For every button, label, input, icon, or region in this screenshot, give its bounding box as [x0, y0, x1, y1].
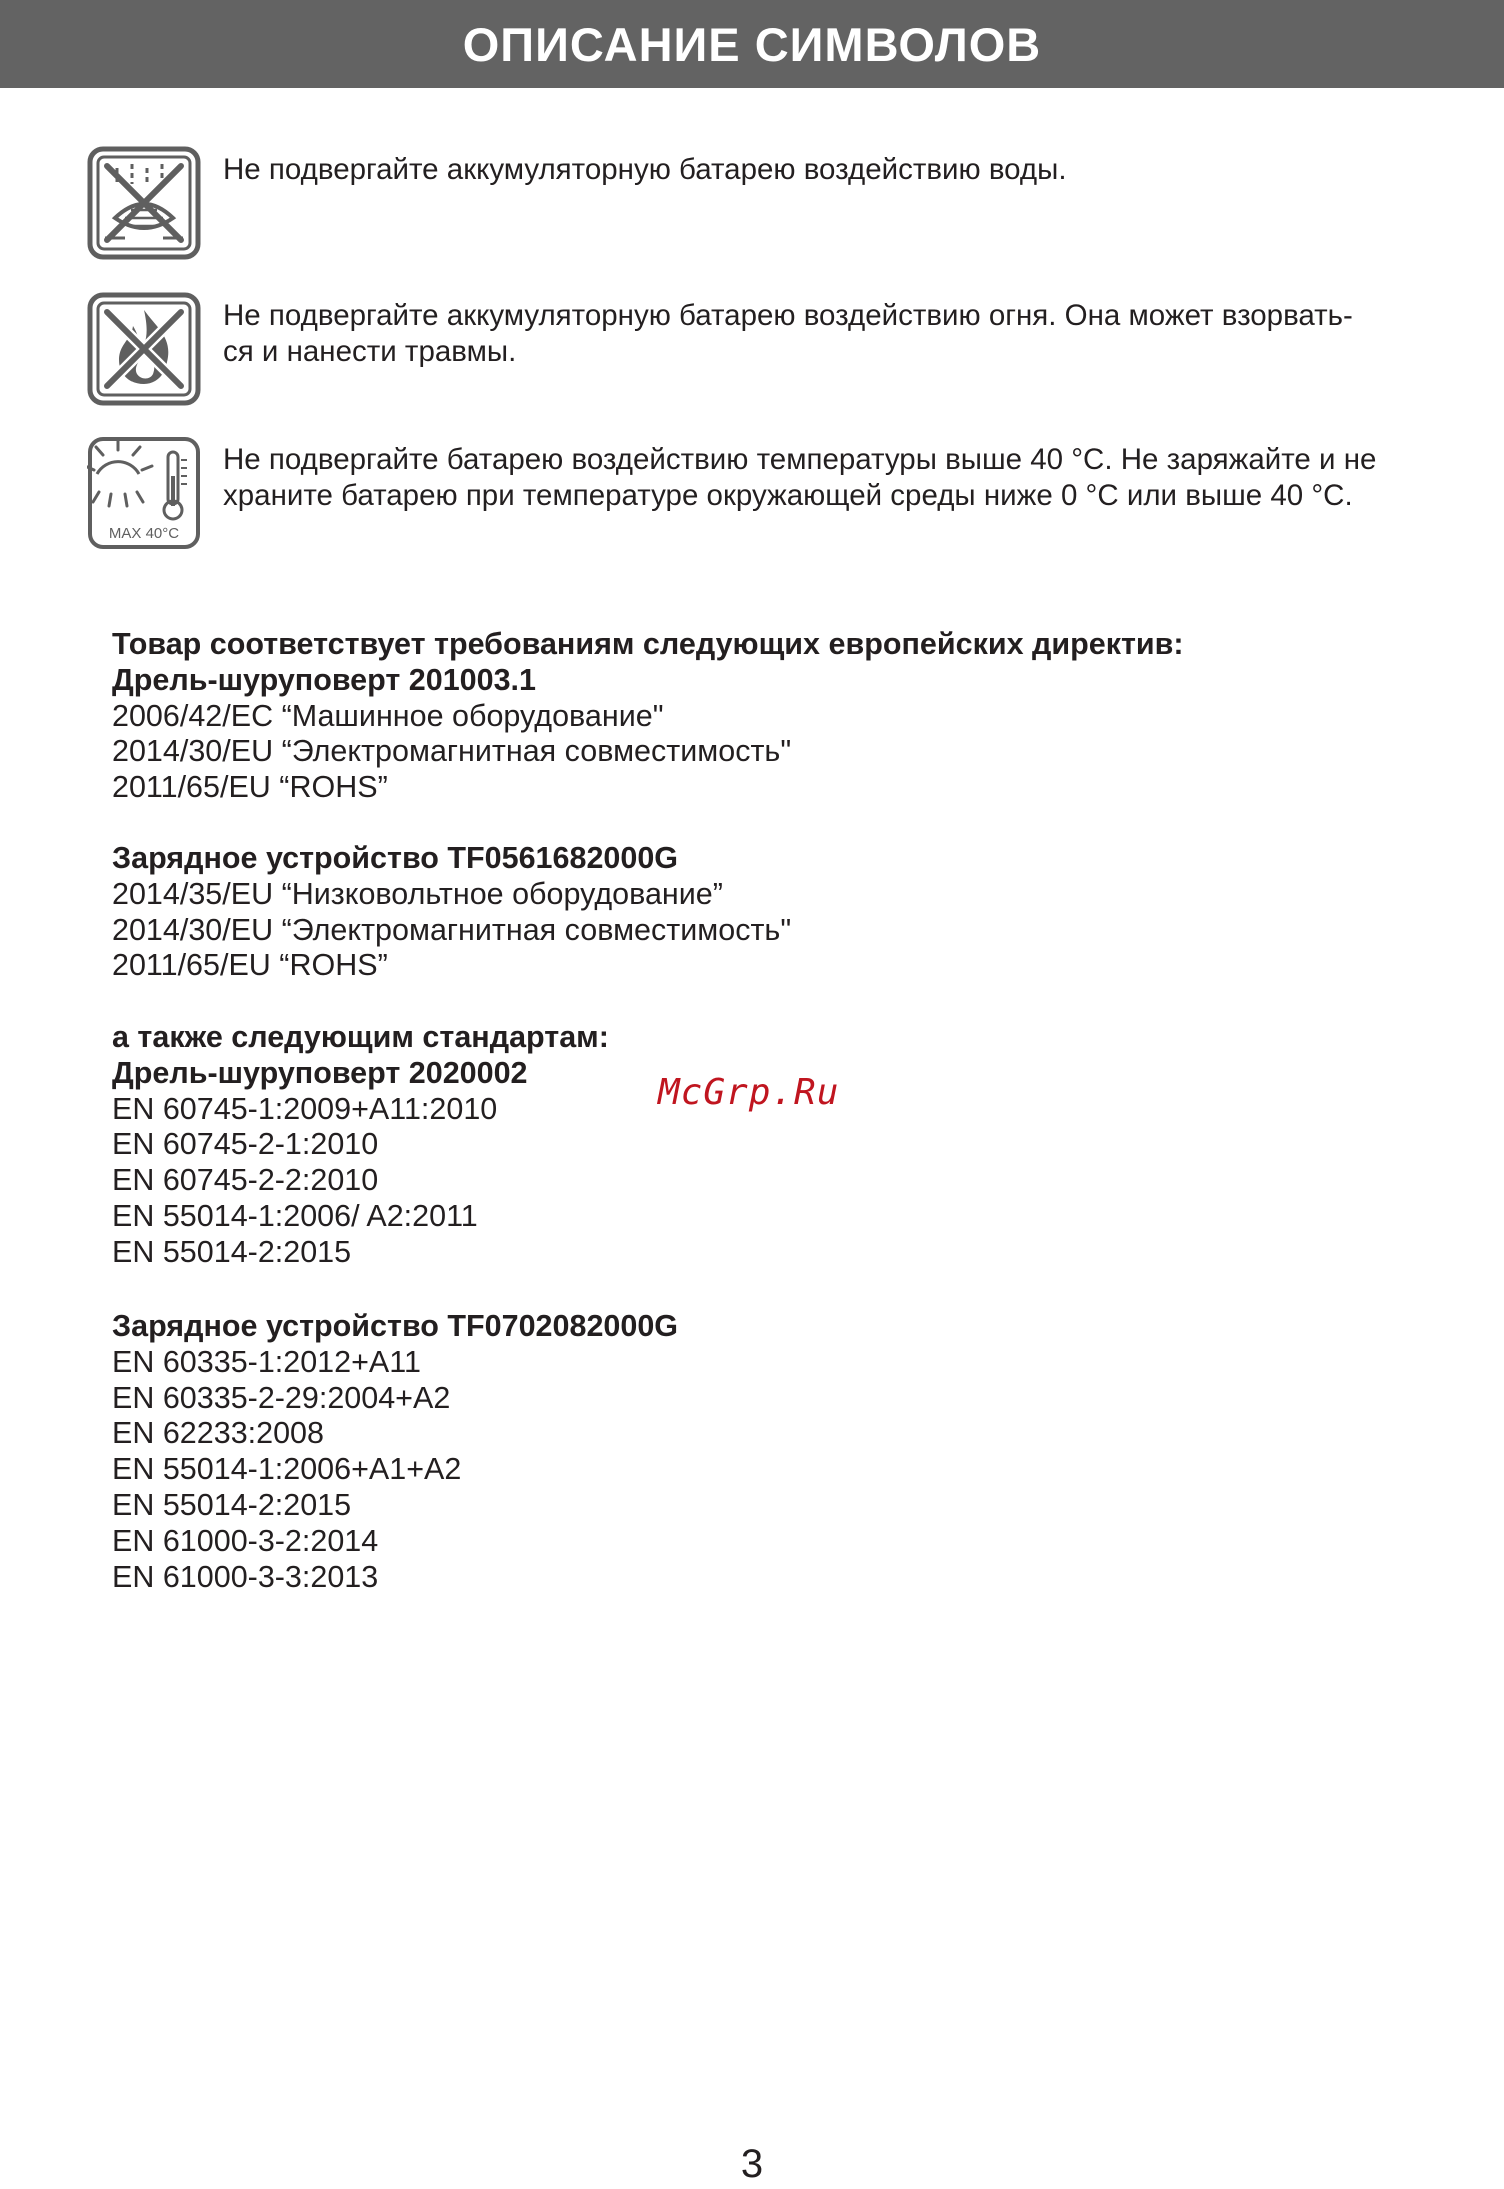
no-fire-icon	[87, 292, 201, 406]
list-item: 2014/35/EU “Низковольтное оборудование”	[112, 876, 723, 911]
list-item: EN 55014-1:2006+A1+A2	[112, 1452, 462, 1487]
symbol-text-fire: Не подвергайте аккумуляторную батарею воздействию огня. Она может взорвать- ся и нанести травмы.	[223, 299, 1353, 368]
list-item: EN 55014-2:2015	[112, 1487, 352, 1522]
list-item: EN 60745-1:2009+A11:2010	[112, 1091, 498, 1126]
header-bar	[0, 0, 1504, 88]
list-item: EN 55014-2:2015	[112, 1234, 352, 1269]
list-item: EN 62233:2008	[112, 1416, 324, 1451]
list-item: EN 55014-1:2006/ A2:2011	[112, 1198, 478, 1233]
watermark: McGrp.Ru	[658, 1072, 840, 1113]
symbol-row-temperature	[87, 436, 1467, 556]
list-item: 2011/65/EU “ROHS”	[112, 948, 388, 983]
list-item: EN 61000-3-2:2014	[112, 1523, 379, 1558]
list-item: 2014/30/EU “Электромагнитная совместимость"	[112, 912, 792, 947]
directives-section	[112, 627, 1412, 806]
max-temperature-icon-label: MAX 40°C	[108, 525, 180, 542]
standards-charger-section	[112, 1309, 1412, 1595]
directives-heading: Товар соответствует требованиям следующих европейских директив:	[112, 627, 1184, 661]
list-item: EN 61000-3-3:2013	[112, 1559, 379, 1594]
list-item: EN 60745-2-1:2010	[112, 1127, 379, 1162]
page-number: 3	[740, 2142, 764, 2186]
standards-charger-title: Зарядное устройство TF0702082000G	[112, 1309, 679, 1343]
symbol-row-water	[87, 146, 1467, 266]
list-item: EN 60335-2-29:2004+A2	[112, 1380, 451, 1415]
directives-drill-title: Дрель-шуруповерт 201003.1	[112, 662, 536, 697]
directives-charger-section	[112, 841, 1412, 984]
directives-charger-title: Зарядное устройство TF0561682000G	[112, 841, 679, 875]
standards-section	[112, 1020, 1412, 1271]
list-item: 2006/42/ЕС “Машинное оборудование"	[112, 698, 664, 733]
list-item: EN 60335-1:2012+A11	[112, 1344, 421, 1379]
symbol-text-water: Не подвергайте аккумуляторную батарею воздействию воды.	[223, 153, 1067, 186]
standards-drill-title: Дрель-шуруповерт 2020002	[112, 1055, 528, 1090]
list-item: 2014/30/EU “Электромагнитная совместимость"	[112, 734, 792, 769]
no-water-icon	[87, 146, 201, 260]
standards-heading: а также следующим стандартам:	[112, 1020, 609, 1054]
max-temperature-icon	[87, 436, 201, 550]
list-item: EN 60745-2-2:2010	[112, 1163, 379, 1198]
list-item: 2011/65/EU “ROHS”	[112, 770, 388, 805]
page-title: ОПИСАНИЕ СИМВОЛОВ	[462, 17, 1042, 71]
symbol-row-fire	[87, 292, 1467, 412]
symbol-text-temperature: Не подвергайте батарею воздействию температуры выше 40 °С. Не заряжайте и не храните батарею при температуре окружающей среды ниже 0 °С или выше 40 °С.	[223, 443, 1377, 512]
